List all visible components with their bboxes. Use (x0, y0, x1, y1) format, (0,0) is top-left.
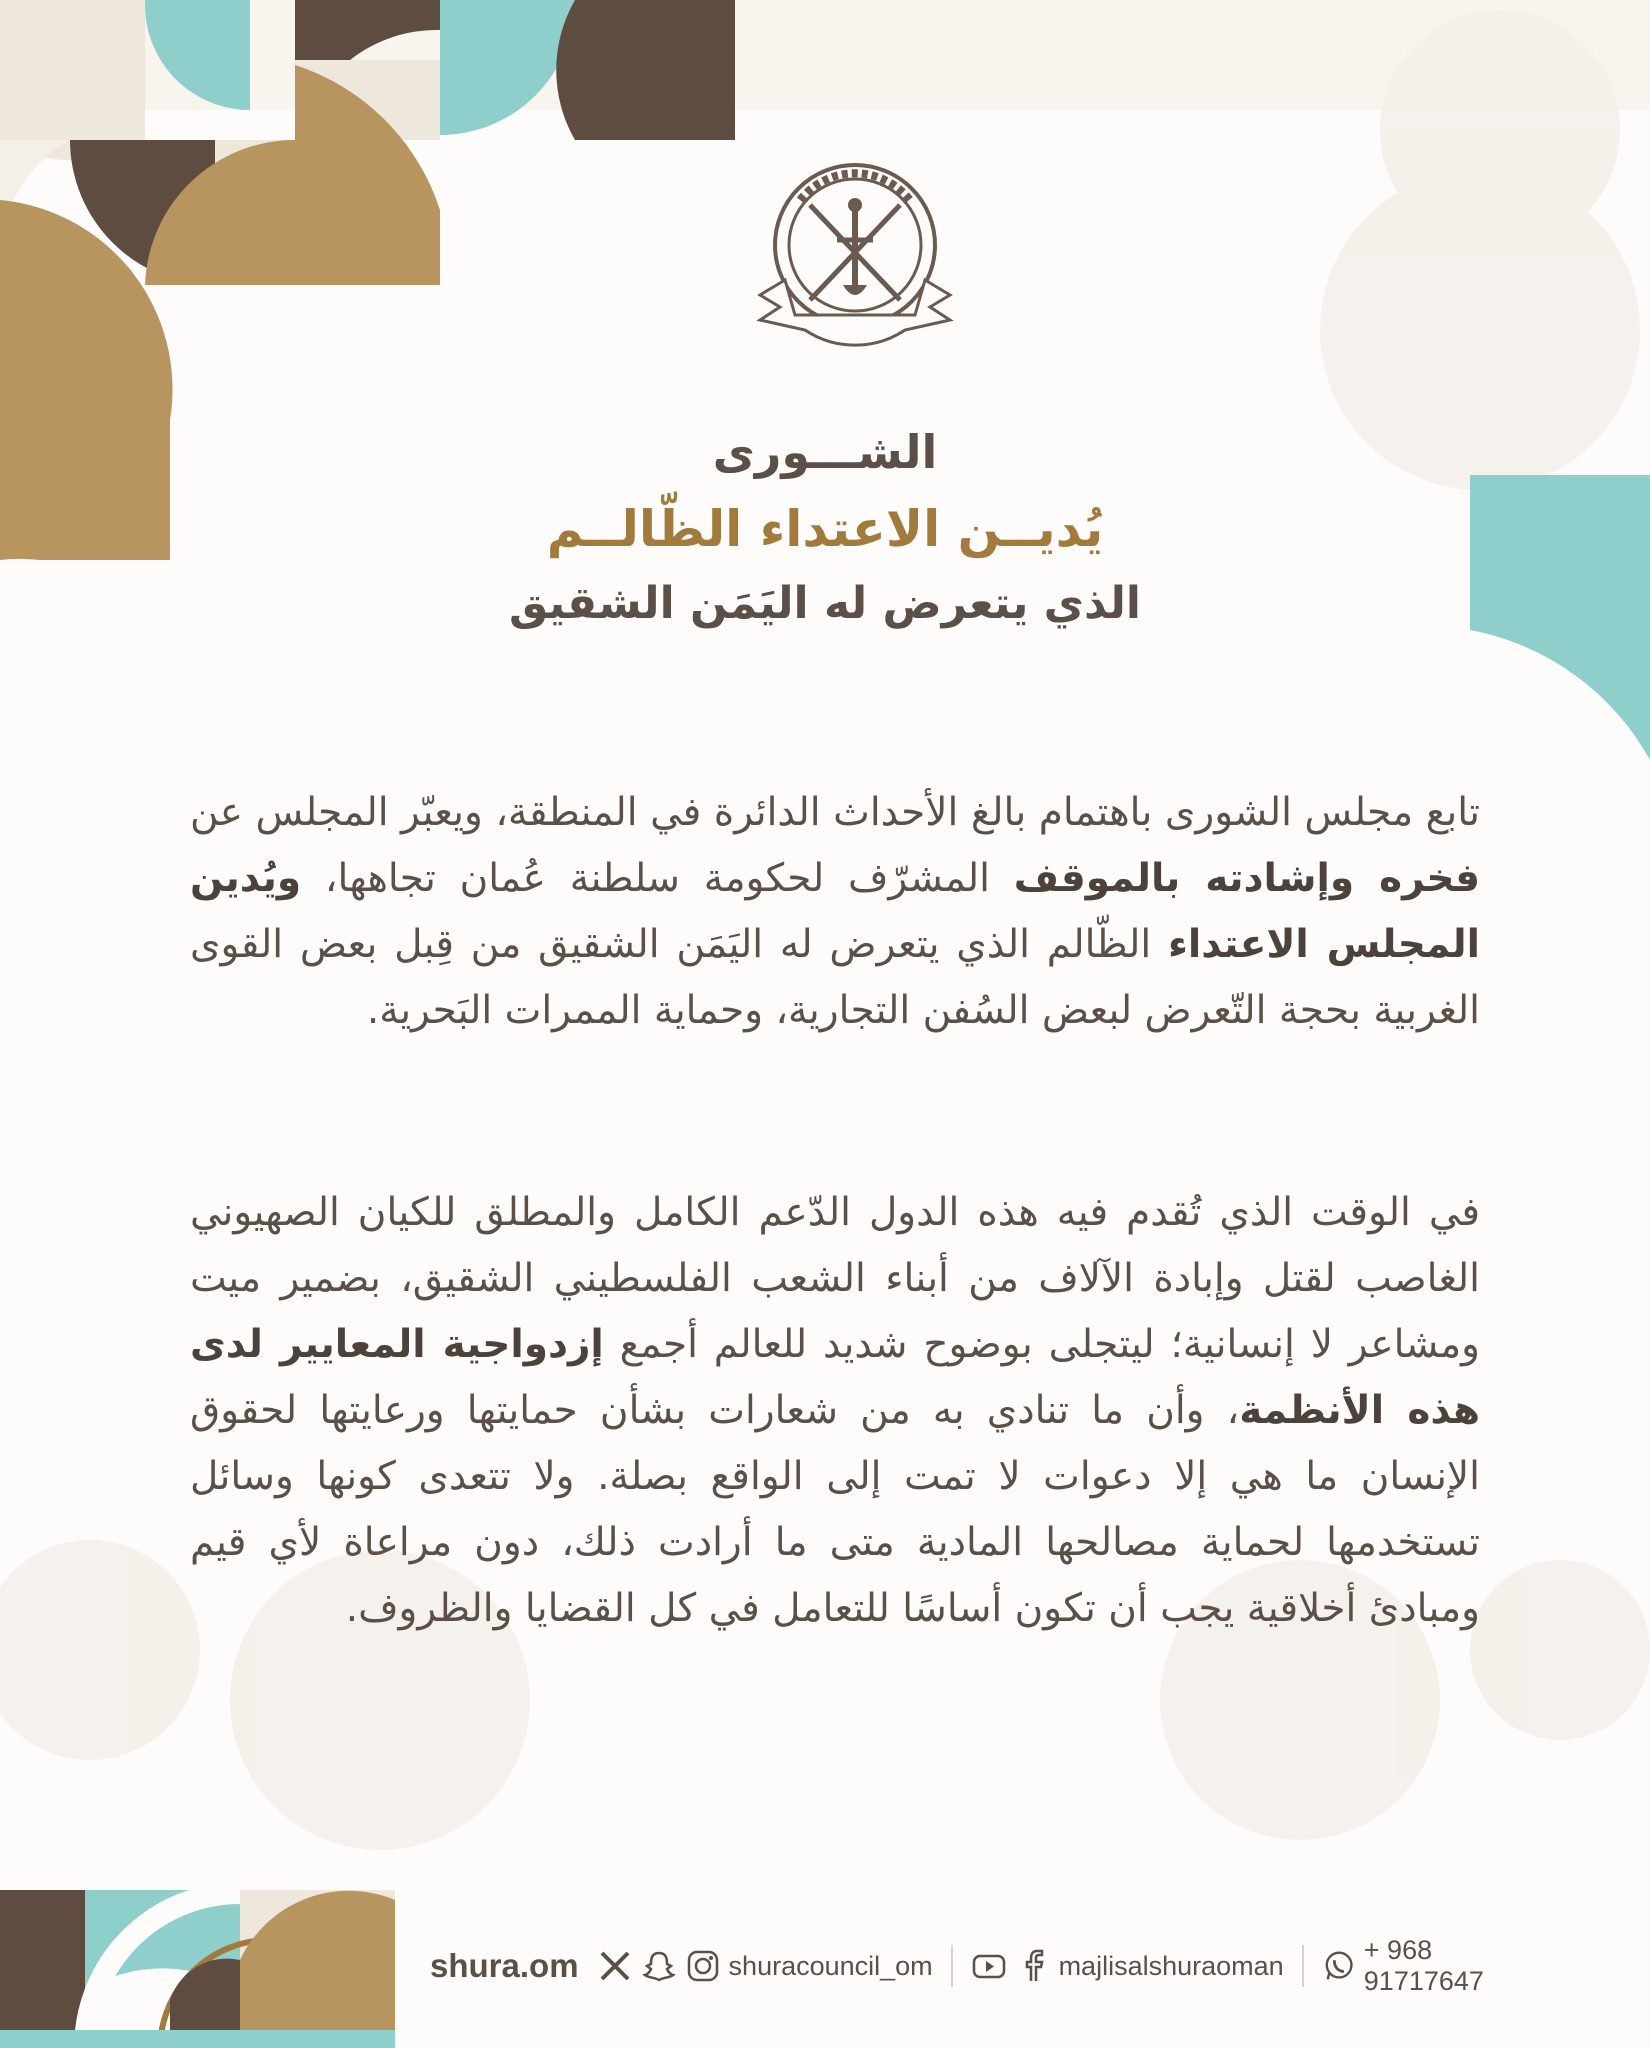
phone-number[interactable]: + 968 91717647 (1363, 1935, 1484, 1996)
statement-paragraph-1: تابع مجلس الشورى باهتمام بالغ الأحداث الدائرة في المنطقة، ويعبّر المجلس عن فخره وإشادته بالموقف المشرّف لحكومة سلطنة عُمان تجاهها، ويُدين المجلس الاعتداء الظّالم الذي يتعرض له اليَمَن الشقيق من قِبل بعض القوى الغربية بحجة التّعرض لبعض السُفن التجارية، وحماية الممرات البَحرية. (190, 790, 1480, 1033)
snapchat-icon[interactable] (641, 1948, 677, 1984)
page-subtitle: يُديــن الاعتداء الظّالــم (546, 500, 1104, 558)
whatsapp-icon[interactable] (1322, 1948, 1356, 1984)
instagram-icon[interactable] (685, 1948, 721, 1984)
emphasis-pride: فخره وإشادته بالموقف (1013, 856, 1480, 901)
emphasis-double-standards: إزدواجية المعايير لدى هذه الأنظمة (190, 1322, 1481, 1433)
footer-contacts (430, 1935, 1550, 1996)
emphasis-condemn: ويُدين المجلس الاعتداء (190, 856, 1480, 967)
divider (951, 1945, 953, 1987)
social-group-2 (971, 1948, 1284, 1984)
contact-phone-group (1322, 1935, 1550, 1997)
x-icon[interactable] (597, 1948, 633, 1984)
divider (1302, 1945, 1304, 1987)
page-subtitle-2: الذي يتعرض له اليَمَن الشقيق (508, 578, 1142, 629)
majlis-al-shura-emblem-icon (745, 140, 965, 350)
website-link[interactable]: shura.om (430, 1947, 579, 1984)
social-handle-2[interactable]: majlisalshuraoman (1058, 1950, 1284, 1981)
social-group-1 (597, 1948, 933, 1984)
facebook-icon[interactable] (1015, 1948, 1051, 1984)
bottom-left-pattern (0, 1890, 395, 2048)
youtube-icon[interactable] (971, 1948, 1007, 1984)
page-title: الشـــورى (712, 425, 938, 479)
social-handle-1[interactable]: shuracouncil_om (728, 1950, 933, 1981)
statement-paragraph-2: في الوقت الذي تُقدم فيه هذه الدول الدّعم الكامل والمطلق للكيان الصهيوني الغاصب لقتل وإبادة الآلاف من أبناء الشعب الفلسطيني الشقيق، بضمير ميت ومشاعر لا إنسانية؛ ليتجلى بوضوح شديد للعالم أجمع إزدواجية المعايير لدى هذه الأنظمة، وأن ما تنادي به من شعارات بشأن حمايتها ورعايتها لحقوق الإنسان ما هي إلا دعوات لا تمت إلى الواقع بصلة. ولا تتعدى كونها وسائل تستخدمها لحماية مصالحها المادية متى ما أرادت ذلك، دون مراعاة لأي قيم ومبادئ أخلاقية يجب أن تكون أساسًا للتعامل في كل القضايا والظروف. (190, 1190, 1481, 1631)
